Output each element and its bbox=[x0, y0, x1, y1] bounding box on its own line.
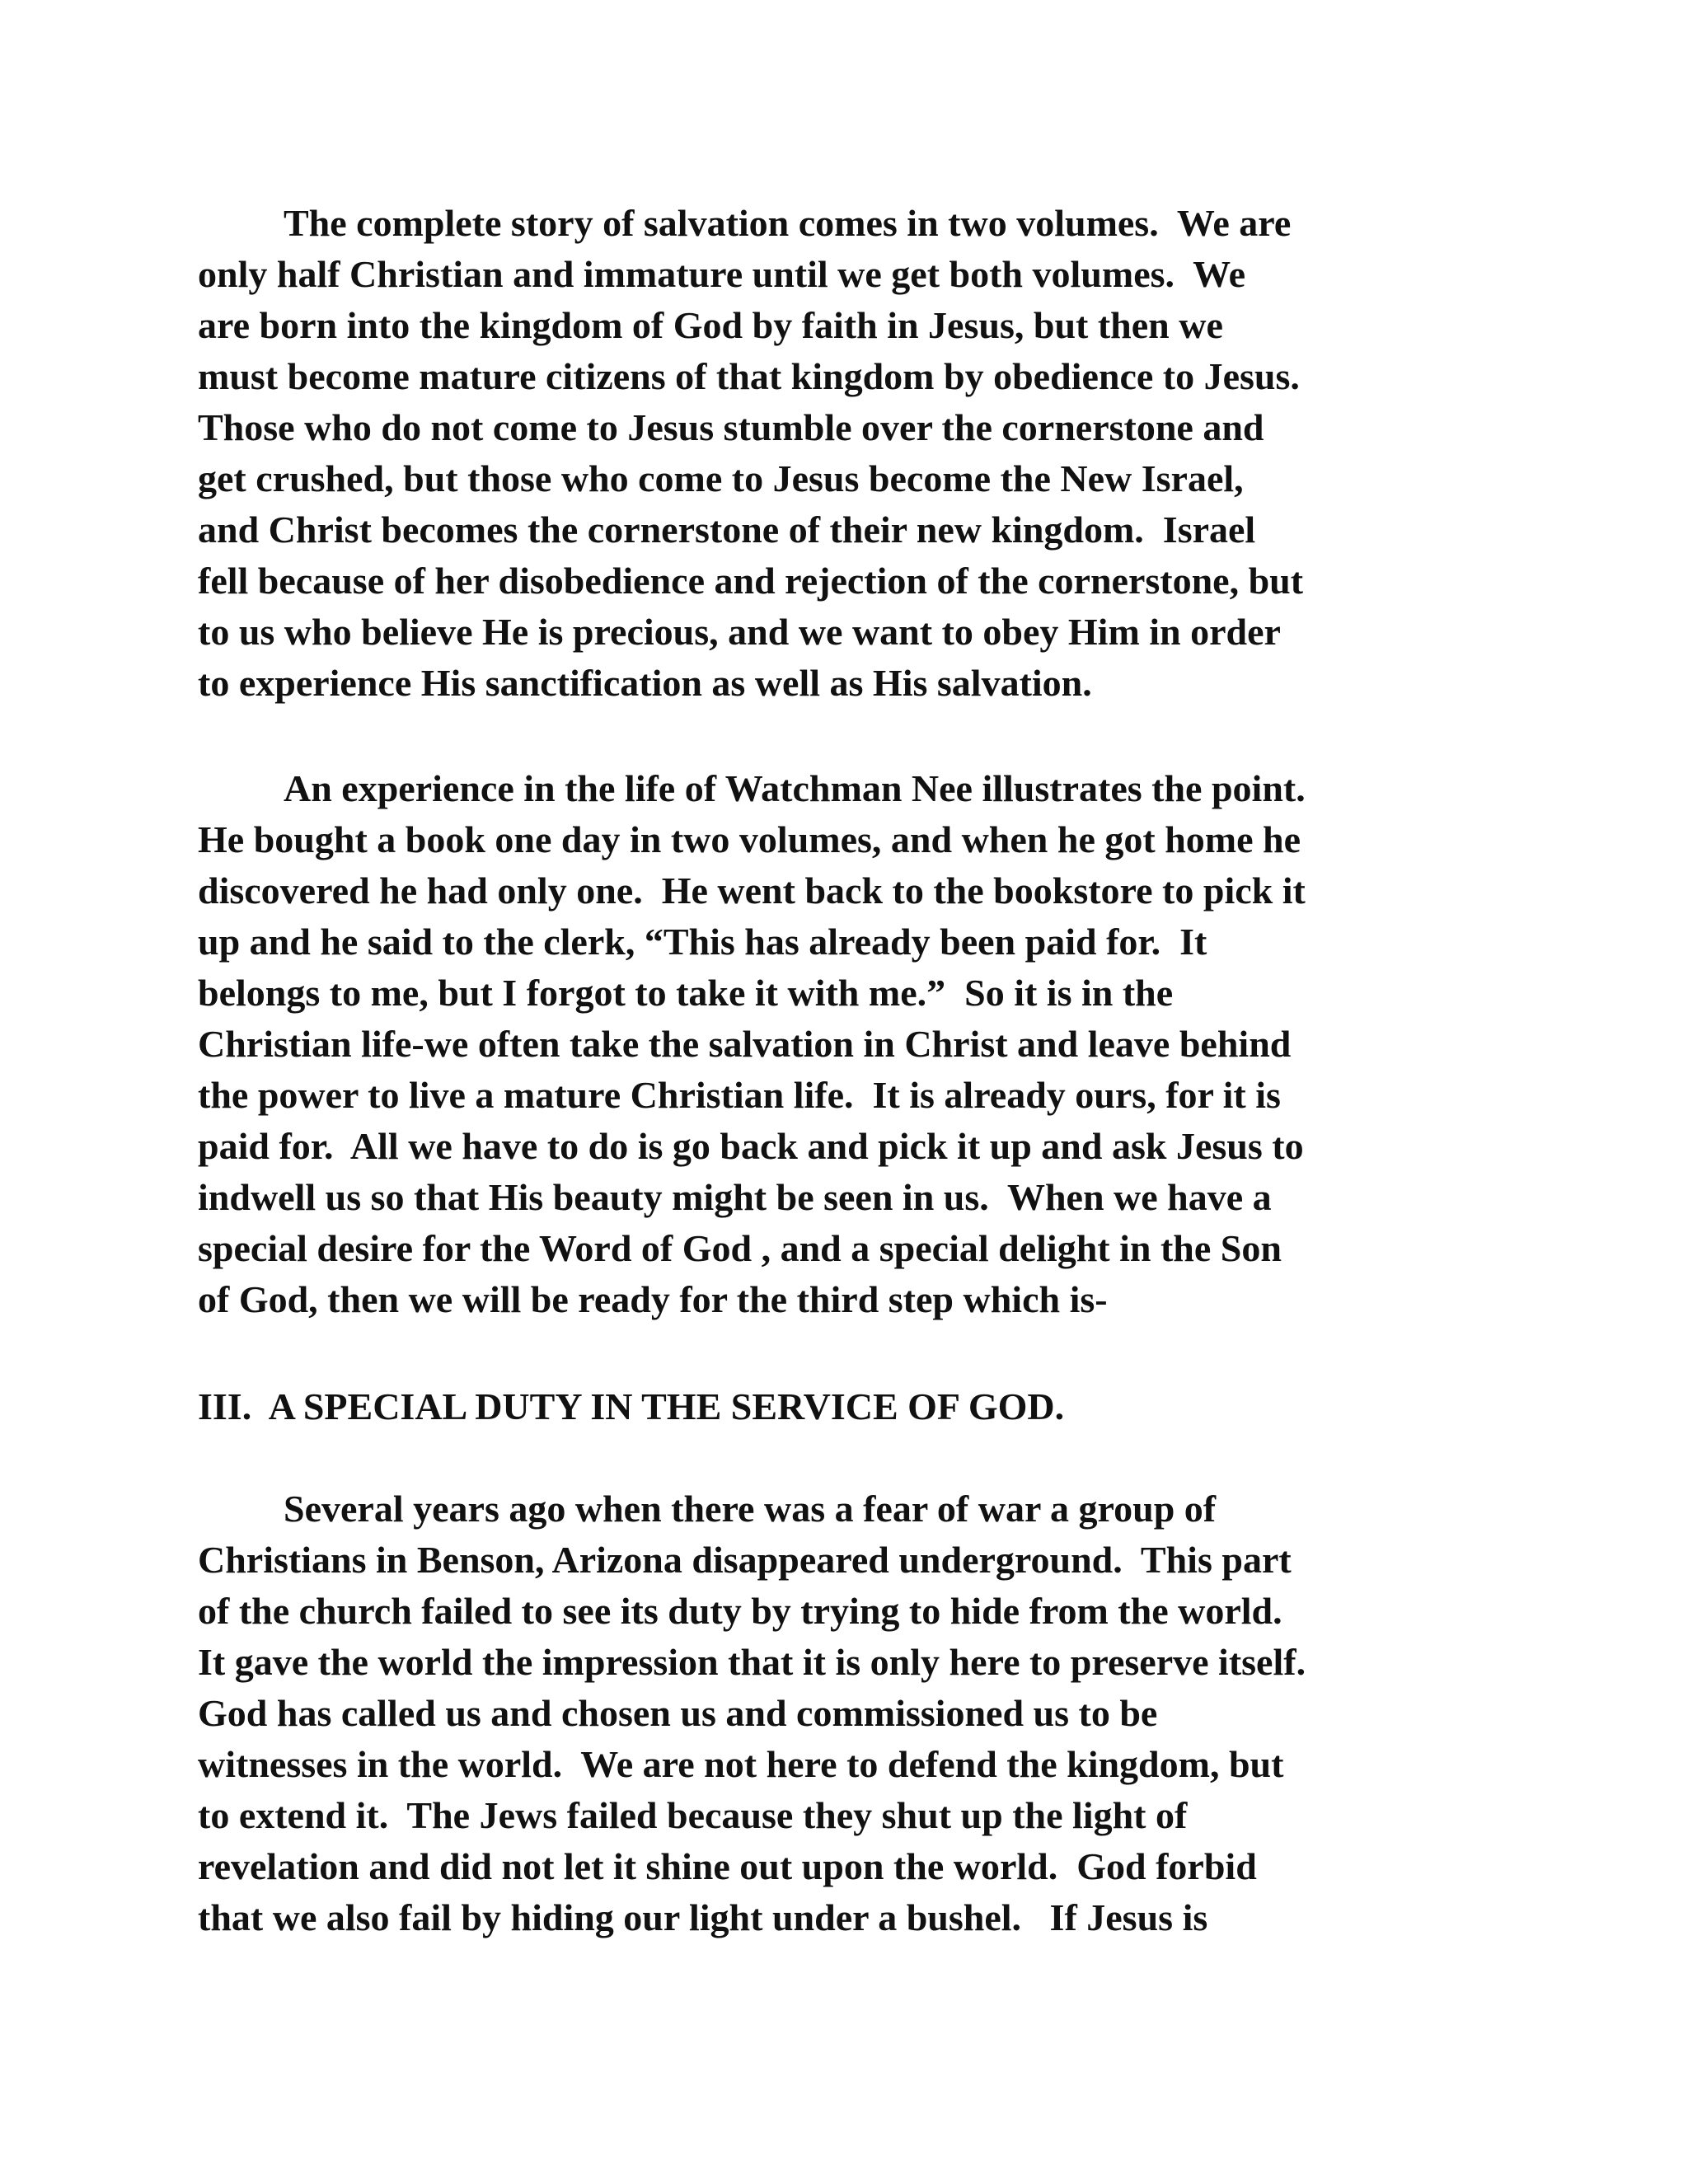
paragraph-line: witnesses in the world. We are not here to defend the kingdom, but bbox=[198, 1743, 1284, 1785]
paragraph-line: It gave the world the impression that it is only here to preserve itself. bbox=[198, 1641, 1306, 1683]
paragraph-line: The complete story of salvation comes in two volumes. We are bbox=[284, 202, 1292, 244]
paragraph-line: Several years ago when there was a fear of war a group of bbox=[284, 1488, 1217, 1530]
paragraph-line: must become mature citizens of that kingdom by obedience to Jesus. bbox=[198, 355, 1300, 397]
paragraph-line: revelation and did not let it shine out upon the world. God forbid bbox=[198, 1845, 1257, 1887]
paragraph-line: An experience in the life of Watchman Nee illustrates the point. bbox=[284, 767, 1306, 809]
paragraph-line: He bought a book one day in two volumes, and when he got home he bbox=[198, 818, 1301, 860]
paragraph-line: are born into the kingdom of God by faith in Jesus, but then we bbox=[198, 304, 1223, 346]
paragraph-line: fell because of her disobedience and rejection of the cornerstone, but bbox=[198, 560, 1304, 602]
paragraph-line: discovered he had only one. He went back to the bookstore to pick it bbox=[198, 869, 1306, 912]
paragraph-line: up and he said to the clerk, “This has already been paid for. It bbox=[198, 921, 1207, 963]
paragraph-line: Christians in Benson, Arizona disappeared underground. This part bbox=[198, 1539, 1292, 1581]
paragraph-line: belongs to me, but I forgot to take it with me.” So it is in the bbox=[198, 972, 1174, 1014]
paragraph-line: paid for. All we have to do is go back and pick it up and ask Jesus to bbox=[198, 1125, 1304, 1167]
paragraph-line: the power to live a mature Christian life. It is already ours, for it is bbox=[198, 1074, 1281, 1116]
paragraph-line: Christian life-we often take the salvation in Christ and leave behind bbox=[198, 1023, 1292, 1065]
paragraph-line: only half Christian and immature until we get both volumes. We bbox=[198, 253, 1246, 295]
paragraph-line: of God, then we will be ready for the third step which is- bbox=[198, 1278, 1108, 1320]
paragraph-line: and Christ becomes the cornerstone of their new kingdom. Israel bbox=[198, 509, 1256, 551]
section-heading: III. A SPECIAL DUTY IN THE SERVICE OF GOD. bbox=[198, 1385, 1065, 1427]
paragraph-line: of the church failed to see its duty by trying to hide from the world. bbox=[198, 1590, 1282, 1632]
paragraph-line: to experience His sanctification as well as His salvation. bbox=[198, 662, 1092, 704]
paragraph-line: indwell us so that His beauty might be seen in us. When we have a bbox=[198, 1176, 1272, 1218]
paragraph-line: to extend it. The Jews failed because they shut up the light of bbox=[198, 1794, 1188, 1836]
paragraph-line: special desire for the Word of God , and a special delight in the Son bbox=[198, 1227, 1282, 1269]
paragraph-line: that we also fail by hiding our light under a bushel. If Jesus is bbox=[198, 1896, 1208, 1938]
paragraph-line: God has called us and chosen us and commissioned us to be bbox=[198, 1692, 1158, 1734]
paragraph-line: get crushed, but those who come to Jesus become the New Israel, bbox=[198, 457, 1244, 499]
paragraph-line: to us who believe He is precious, and we want to obey Him in order bbox=[198, 611, 1281, 653]
paragraph-line: Those who do not come to Jesus stumble over the cornerstone and bbox=[198, 406, 1264, 448]
